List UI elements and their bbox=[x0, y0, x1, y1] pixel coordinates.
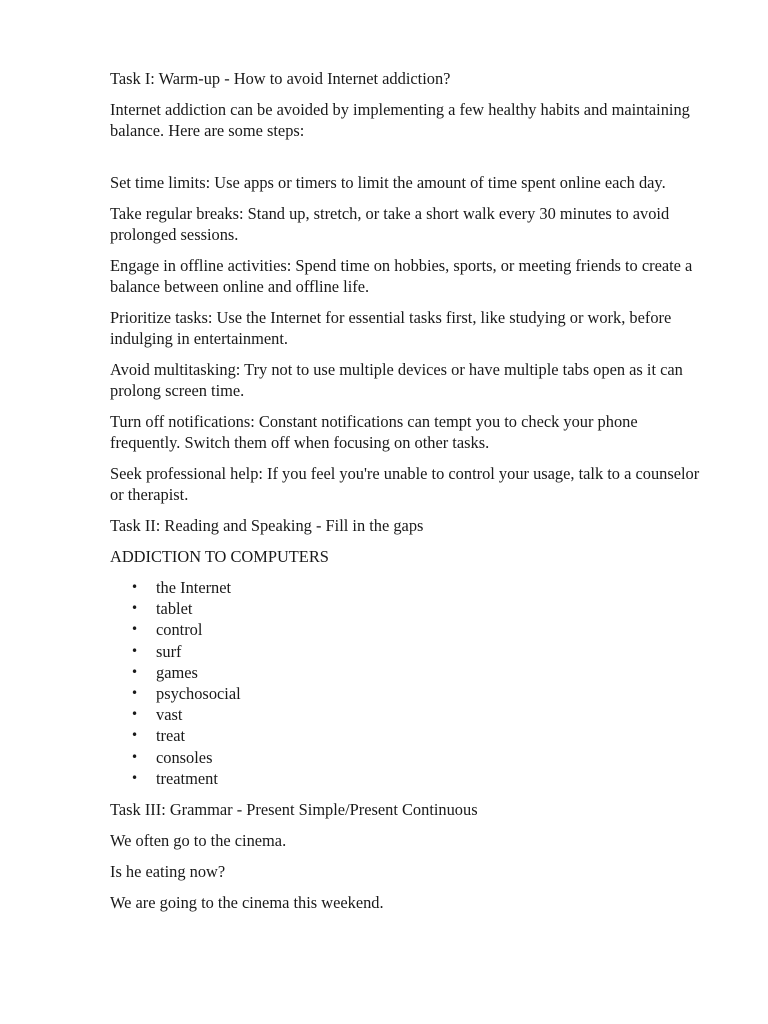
word-bank-list bbox=[110, 577, 710, 789]
bullet-icon: • bbox=[131, 580, 139, 594]
bullet-icon: • bbox=[131, 686, 139, 701]
list-item bbox=[131, 704, 710, 725]
sentence-item: We are going to the cinema this weekend. bbox=[110, 893, 384, 913]
list-item-text: games bbox=[156, 662, 198, 682]
step-item: Take regular breaks: Stand up, stretch, or take a short walk every 30 minutes to avoid prolonged sessions. bbox=[110, 204, 670, 244]
task1-heading: Task I: Warm-up - How to avoid Internet addiction? bbox=[110, 69, 451, 88]
document-page bbox=[110, 68, 710, 923]
step-item: Engage in offline activities: Spend time on hobbies, sports, or meeting friends to create a balance between online and offline life. bbox=[110, 256, 693, 296]
step-item: Prioritize tasks: Use the Internet for essential tasks first, like studying or work, before indulging in entertainment. bbox=[110, 308, 672, 348]
bullet-icon: • bbox=[131, 728, 139, 743]
list-item bbox=[131, 598, 710, 619]
list-item-text: the Internet bbox=[156, 578, 232, 597]
bullet-icon: • bbox=[131, 601, 139, 616]
list-item bbox=[131, 725, 710, 746]
list-item-text: surf bbox=[156, 641, 182, 661]
bullet-icon: • bbox=[131, 749, 139, 764]
step-item: Set time limits: Use apps or timers to limit the amount of time spent online each day. bbox=[110, 173, 666, 192]
list-item bbox=[131, 619, 710, 640]
list-item-text: vast bbox=[156, 705, 183, 725]
bullet-icon: • bbox=[131, 707, 139, 722]
step-item: Seek professional help: If you feel you're unable to control your usage, talk to a counselor or therapist. bbox=[110, 464, 700, 504]
list-item bbox=[131, 747, 710, 768]
bullet-icon: • bbox=[131, 770, 139, 785]
list-item-text: treatment bbox=[156, 768, 218, 788]
list-item-text: control bbox=[156, 620, 203, 640]
task2-heading: Task II: Reading and Speaking - Fill in the gaps bbox=[110, 516, 424, 535]
list-item bbox=[131, 683, 710, 704]
sentence-item: We often go to the cinema. bbox=[110, 831, 287, 851]
sentence-item: Is he eating now? bbox=[110, 862, 226, 882]
list-item-text: psychosocial bbox=[156, 684, 241, 704]
list-item bbox=[131, 641, 710, 662]
bullet-icon: • bbox=[131, 622, 139, 637]
list-item bbox=[131, 577, 710, 598]
task1-intro: Internet addiction can be avoided by implementing a few healthy habits and maintaining balance. Here are some steps: bbox=[110, 100, 690, 140]
list-item bbox=[131, 662, 710, 683]
list-item-text: tablet bbox=[156, 599, 193, 619]
list-item-text: consoles bbox=[156, 747, 213, 767]
list-item-text: treat bbox=[156, 726, 186, 746]
task2-title: ADDICTION TO COMPUTERS bbox=[110, 547, 329, 566]
bullet-icon: • bbox=[131, 664, 139, 679]
blank-line bbox=[110, 151, 710, 172]
step-item: Turn off notifications: Constant notifications can tempt you to check your phone frequently. Switch them off when focusing on other tasks. bbox=[110, 412, 638, 452]
task3-heading: Task III: Grammar - Present Simple/Present Continuous bbox=[110, 800, 478, 820]
list-item bbox=[131, 768, 710, 789]
bullet-icon: • bbox=[131, 643, 139, 658]
step-item: Avoid multitasking: Try not to use multiple devices or have multiple tabs open as it can prolong screen time. bbox=[110, 360, 683, 400]
